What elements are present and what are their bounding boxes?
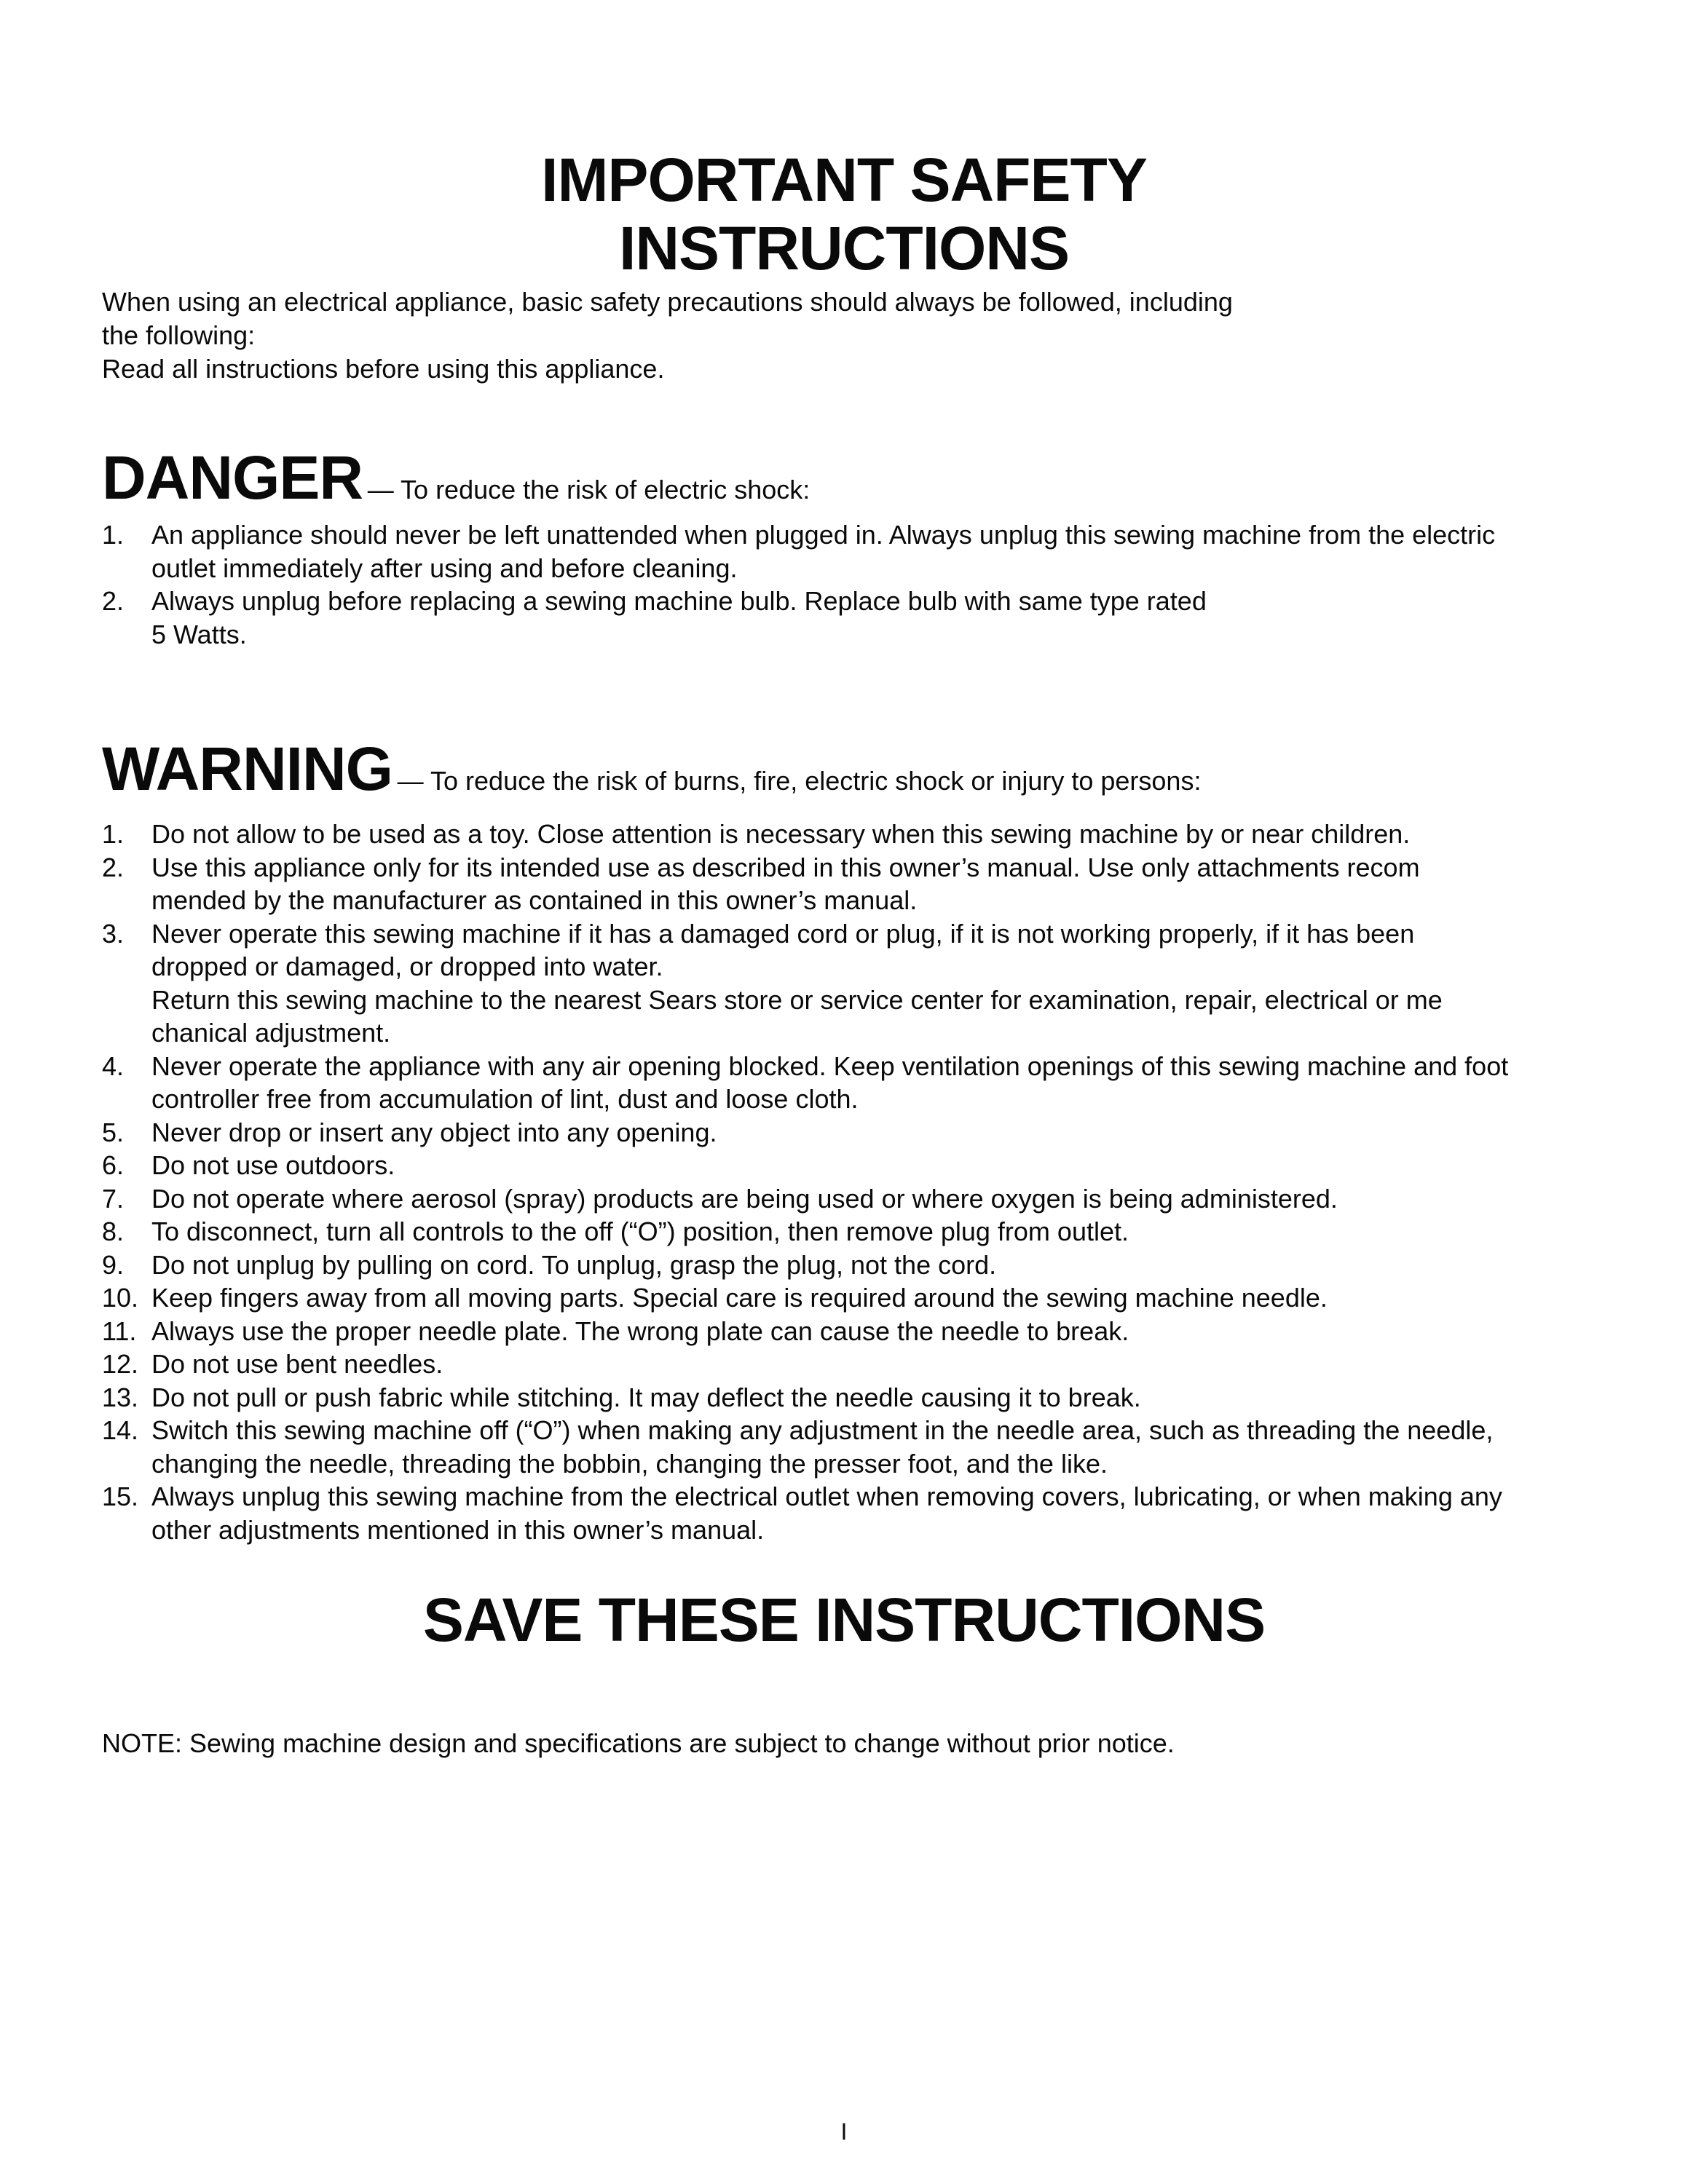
warning-item-4 <box>102 1050 1588 1116</box>
warning-item-7 <box>102 1182 1588 1216</box>
danger-list <box>102 518 1588 651</box>
warning-item-text: dropped or damaged, or dropped into water. <box>151 951 663 981</box>
warning-item-6 <box>102 1149 1588 1182</box>
warning-item-text: changing the needle, threading the bobbin, changing the presser foot, and the like. <box>151 1448 1108 1479</box>
warning-item-number: 1. <box>102 819 125 849</box>
warning-item-text: Do not use outdoors. <box>151 1150 395 1180</box>
danger-heading <box>102 443 810 513</box>
warning-item-text: controller free from accumulation of lint, dust and loose cloth. <box>151 1084 859 1114</box>
warning-item-number: 14. <box>102 1415 139 1445</box>
page-title-line-2: INSTRUCTIONS <box>619 214 1069 282</box>
warning-item-1 <box>102 818 1588 851</box>
warning-item-text: Do not operate where aerosol (spray) products are being used or where oxygen is being administered. <box>151 1183 1338 1214</box>
warning-item-number: 2. <box>102 852 125 882</box>
warning-item-5 <box>102 1116 1588 1150</box>
warning-item-text: Use this appliance only for its intended use as described in this owner’s manual. Use only attachments recom <box>151 852 1420 882</box>
warning-heading-subtitle: — To reduce the risk of burns, fire, electric shock or injury to persons: <box>397 766 1202 796</box>
danger-item-1 <box>102 518 1588 585</box>
warning-item-number: 13. <box>102 1382 139 1412</box>
warning-list <box>102 818 1588 1546</box>
warning-item-10 <box>102 1281 1588 1315</box>
warning-item-text: chanical adjustment. <box>151 1018 391 1048</box>
danger-item-number: 1. <box>102 520 125 550</box>
warning-item-number: 15. <box>102 1481 139 1511</box>
danger-heading-subtitle: — To reduce the risk of electric shock: <box>367 475 811 505</box>
warning-heading-label: WARNING <box>102 735 393 803</box>
warning-item-number: 3. <box>102 918 125 949</box>
save-instructions-heading: SAVE THESE INSTRUCTIONS <box>422 1586 1266 1654</box>
danger-item-2 <box>102 585 1588 651</box>
danger-item-text: outlet immediately after using and before cleaning. <box>151 553 738 583</box>
warning-item-number: 8. <box>102 1216 125 1246</box>
warning-item-number: 9. <box>102 1249 125 1280</box>
intro-line-1: When using an electrical appliance, basic safety precautions should always be followed, including <box>102 287 1233 317</box>
danger-item-number: 2. <box>102 586 125 616</box>
warning-item-text: Never operate the appliance with any air opening blocked. Keep ventilation openings of this sewing machine and foot <box>151 1051 1509 1081</box>
warning-item-text: Always unplug this sewing machine from the electrical outlet when removing covers, lubricating, or when making any <box>151 1481 1502 1511</box>
warning-item-11 <box>102 1315 1588 1348</box>
page-number: I <box>840 2118 848 2145</box>
warning-heading <box>102 734 1201 804</box>
warning-item-13 <box>102 1381 1588 1415</box>
danger-item-text: Always unplug before replacing a sewing machine bulb. Replace bulb with same type rated <box>151 586 1207 616</box>
warning-item-number: 11. <box>102 1315 137 1346</box>
intro-line-3: Read all instructions before using this appliance. <box>102 354 665 384</box>
warning-item-text: Do not use bent needles. <box>151 1349 443 1379</box>
warning-item-number: 12. <box>102 1349 139 1379</box>
warning-item-8 <box>102 1215 1588 1249</box>
warning-item-text: Return this sewing machine to the nearest Sears store or service center for examination, repair, electrical or me <box>151 984 1443 1015</box>
intro-paragraph <box>102 285 1558 386</box>
page-title-line-1: IMPORTANT SAFETY <box>541 146 1147 214</box>
warning-item-text: Do not pull or push fabric while stitching. It may deflect the needle causing it to break. <box>151 1382 1141 1412</box>
warning-item-text: mended by the manufacturer as contained in this owner’s manual. <box>151 885 918 915</box>
warning-item-14 <box>102 1414 1588 1480</box>
danger-item-text: 5 Watts. <box>151 619 247 649</box>
warning-item-text: To disconnect, turn all controls to the off (“O”) position, then remove plug from outlet. <box>151 1216 1129 1246</box>
warning-item-number: 4. <box>102 1051 125 1081</box>
warning-item-text: Keep fingers away from all moving parts. Special care is required around the sewing machine needle. <box>151 1283 1328 1313</box>
warning-item-9 <box>102 1249 1588 1282</box>
warning-item-number: 5. <box>102 1117 125 1147</box>
danger-item-text: An appliance should never be left unattended when plugged in. Always unplug this sewing machine from the electric <box>151 520 1496 550</box>
warning-item-2 <box>102 851 1588 917</box>
warning-item-12 <box>102 1348 1588 1381</box>
warning-item-text: Do not unplug by pulling on cord. To unplug, grasp the plug, not the cord. <box>151 1249 997 1280</box>
warning-item-text: Switch this sewing machine off (“O”) when making any adjustment in the needle area, such as threading the needle, <box>151 1415 1494 1445</box>
note-text: NOTE: Sewing machine design and specifications are subject to change without prior notice. <box>102 1728 1175 1758</box>
warning-item-3 <box>102 917 1588 1050</box>
warning-item-number: 7. <box>102 1183 125 1214</box>
warning-item-text: other adjustments mentioned in this owner’s manual. <box>151 1514 765 1545</box>
warning-item-number: 10. <box>102 1283 139 1313</box>
intro-line-2: the following: <box>102 320 256 350</box>
warning-item-15 <box>102 1480 1588 1546</box>
page-title <box>0 146 1688 282</box>
warning-item-text: Never operate this sewing machine if it has a damaged cord or plug, if it is not working properly, if it has been <box>151 918 1415 949</box>
warning-item-text: Never drop or insert any object into any opening. <box>151 1117 717 1147</box>
warning-item-text: Do not allow to be used as a toy. Close attention is necessary when this sewing machine by or near children. <box>151 819 1411 849</box>
warning-item-number: 6. <box>102 1150 125 1180</box>
warning-item-text: Always use the proper needle plate. The wrong plate can cause the needle to break. <box>151 1315 1129 1346</box>
danger-heading-label: DANGER <box>102 443 363 512</box>
